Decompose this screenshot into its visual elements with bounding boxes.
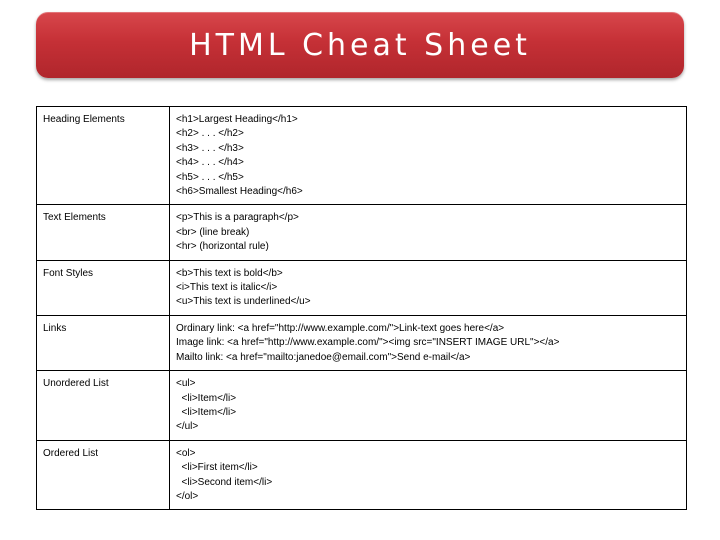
row-code: Ordinary link: <a href="http://www.example.com/">Link-text goes here</a> Image link: <a href="http://www.example.com/"><img src="INSERT IMAGE URL"></a> Mailto link: <a href="mailto:janedoe@email.com">Send e-mail</a> [170,315,687,370]
table-row [37,440,687,510]
row-label: Font Styles [37,260,170,315]
row-label: Text Elements [37,205,170,260]
row-code: <h1>Largest Heading</h1> <h2> . . . </h2> <h3> . . . </h3> <h4> . . . </h4> <h5> . . . </h5> <h6>Smallest Heading</h6> [170,107,687,205]
row-code: <ol> <li>First item</li> <li>Second item</li> </ol> [170,440,687,510]
row-code: <ul> <li>Item</li> <li>Item</li> </ul> [170,371,687,441]
table-row [37,205,687,260]
row-label: Heading Elements [37,107,170,205]
title-banner [36,12,684,78]
table-row [37,260,687,315]
page-title: HTML Cheat Sheet [189,27,531,63]
row-label: Links [37,315,170,370]
row-label: Ordered List [37,440,170,510]
table-row [37,371,687,441]
row-code: <b>This text is bold</b> <i>This text is italic</i> <u>This text is underlined</u> [170,260,687,315]
table-row [37,107,687,205]
table-row [37,315,687,370]
row-label: Unordered List [37,371,170,441]
cheat-sheet-table [36,106,687,510]
row-code: <p>This is a paragraph</p> <br> (line break) <hr> (horizontal rule) [170,205,687,260]
